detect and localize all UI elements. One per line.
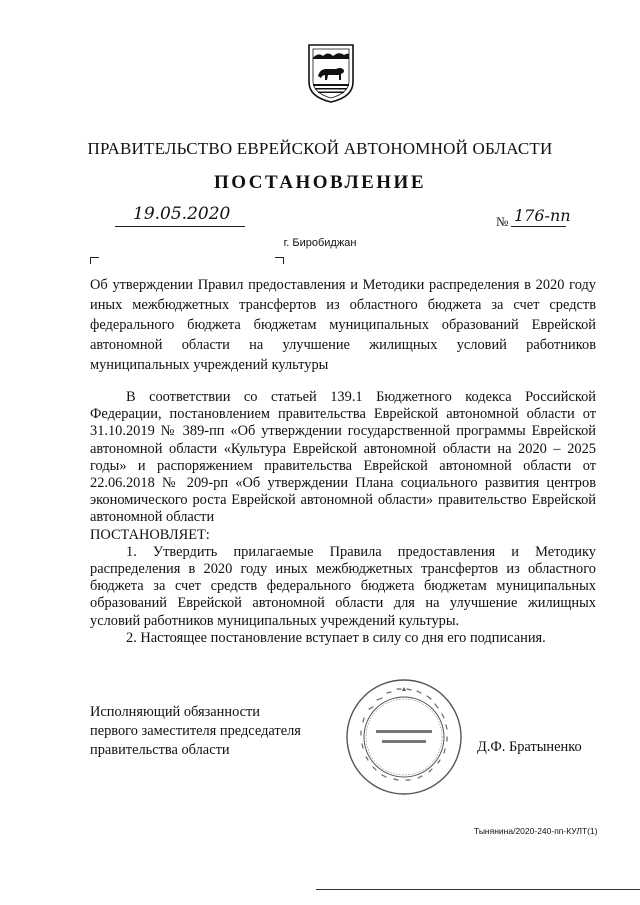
signatory-line-3: правительства области xyxy=(90,742,230,758)
signatory-line-2: первого заместителя председателя xyxy=(90,723,301,739)
date-underline xyxy=(115,226,245,227)
document-subject: Об утверждении Правил предоставления и Методики распределения в 2020 году иных межбюджетных трансфертов из областного бюджета за счет средств федерального бюджета бюджетам муниципальных образований Еврейской автономной области на улучшение жилищных условий работников муниципальных учреждений культуры xyxy=(90,277,596,373)
city-name: г. Биробиджан xyxy=(283,237,357,249)
bottom-scan-line xyxy=(316,889,640,890)
signatory-name: Д.Ф. Братыненко xyxy=(477,739,582,755)
coat-of-arms-emblem xyxy=(306,42,356,104)
signatory-position xyxy=(90,703,301,760)
official-stamp xyxy=(344,677,464,797)
number-label: № xyxy=(496,214,509,229)
preamble-paragraph: В соответствии со статьей 139.1 Бюджетного кодекса Российской Федерации, постановлением правительства Еврейской автономной области от 31.10.2019 № 389-пп «Об утверждении государственной программы Еврейской автономной области «Культура Еврейской автономной области на 2020 – 2025 годы» и распоряжением правительства Еврейской автономной области от 22.06.2018 № 209-рп «Об утверждении Плана социального развития центров экономического роста Еврейской автономной области» правительство Еврейской автономной области xyxy=(90,389,596,526)
item-2-paragraph: 2. Настоящее постановление вступает в силу со дня его подписания. xyxy=(126,629,546,646)
signatory-line-1: Исполняющий обязанности xyxy=(90,704,261,720)
document-reference-code: Тынянина/2020-240-пп-КУЛТ(1) xyxy=(474,826,598,836)
number-underline xyxy=(511,226,566,227)
government-name: ПРАВИТЕЛЬСТВО ЕВРЕЙСКОЙ АВТОНОМНОЙ ОБЛАСТИ xyxy=(87,139,553,158)
resolves-heading: ПОСТАНОВЛЯЕТ: xyxy=(90,526,210,543)
handwritten-date: 19.05.2020 xyxy=(133,204,231,224)
coat-of-arms-icon xyxy=(306,42,356,104)
subject-corner-left xyxy=(90,257,99,264)
document-type-title: ПОСТАНОВЛЕНИЕ xyxy=(213,172,427,193)
item-1-paragraph: 1. Утвердить прилагаемые Правила предоставления и Методику распределения в 2020 году иных межбюджетных трансфертов из областного бюджета за счет средств федерального бюджета бюджетам муниципальных образований Еврейской автономной области для на улучшение жилищных условий работников муниципальных учреждений культуры. xyxy=(90,543,596,629)
subject-corner-right xyxy=(275,257,284,264)
document-body xyxy=(90,389,596,647)
handwritten-number: 176-пп xyxy=(514,206,571,225)
stamp-seal-icon xyxy=(344,677,464,797)
